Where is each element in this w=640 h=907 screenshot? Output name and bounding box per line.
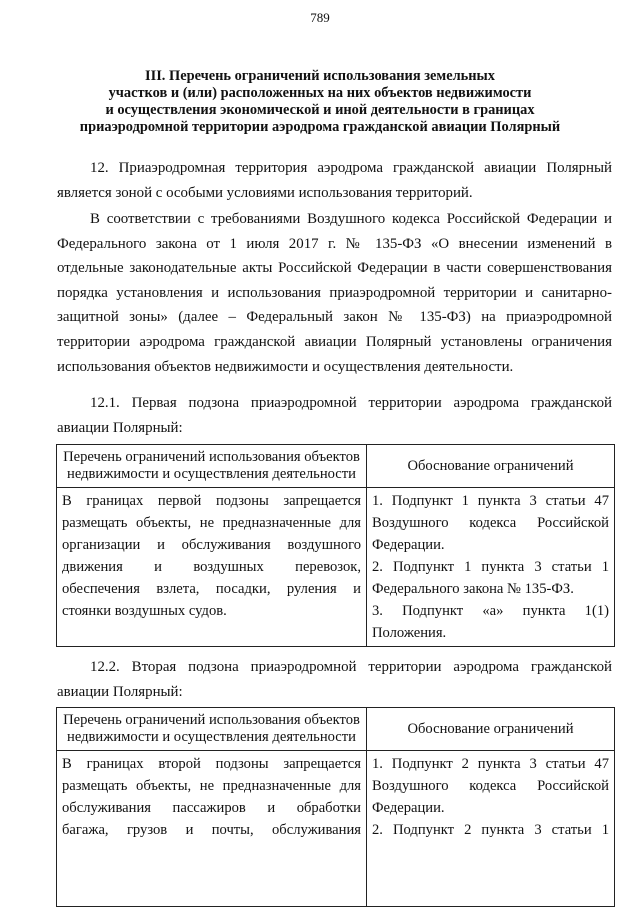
- cell-line: Федерации.: [372, 537, 445, 553]
- table-row: [57, 488, 615, 647]
- cell-line: Федерального закона № 135-ФЗ.: [372, 581, 574, 597]
- header-restrictions: [57, 708, 367, 751]
- header-justification: Обоснование ограничений: [367, 445, 615, 488]
- section-heading: [0, 68, 640, 136]
- paragraph-line: отдельные законодательные акты Российской Федерации в части совершенствования: [57, 260, 612, 277]
- cell-line: 2. Подпункт 1 пункта 3 статьи 1: [372, 559, 609, 575]
- cell-line: размещать объекты, не предназначенные для: [62, 778, 361, 794]
- paragraph-line: является зоной с особыми условиями использования территорий.: [57, 184, 473, 201]
- restriction-cell: [57, 751, 367, 907]
- header-line: Перечень ограничений использования объектов: [63, 449, 360, 465]
- heading-line: приаэродромной территории аэродрома гражданской авиации Полярный: [79, 119, 561, 135]
- paragraph-line: защитной зоны» (далее – Федеральный закон № 135-ФЗ) на приаэродромной: [57, 309, 612, 326]
- paragraph-12-2: [57, 655, 612, 704]
- paragraph-12-1: [57, 391, 612, 440]
- header-justification: Обоснование ограничений: [367, 708, 615, 751]
- cell-line: организации и обслуживания воздушного: [62, 537, 361, 553]
- paragraph-line: авиации Полярный:: [57, 419, 183, 436]
- paragraph-line: авиации Полярный:: [57, 683, 183, 700]
- paragraph-line: использования объектов недвижимости и осуществления деятельности.: [57, 358, 514, 375]
- subzone-1-table: [56, 444, 615, 647]
- heading-line: и осуществления экономической и иной деятельности в границах: [105, 102, 535, 118]
- cell-line: Воздушного кодекса Российской: [372, 778, 609, 794]
- paragraph-line: 12. Приаэродромная территория аэродрома гражданской авиации Полярный: [90, 160, 612, 176]
- cell-line: 2. Подпункт 2 пункта 3 статьи 1: [372, 822, 609, 838]
- cell-line: движения и воздушных перевозок,: [62, 559, 361, 575]
- paragraph-line: 12.2. Вторая подзона приаэродромной территории аэродрома гражданской: [90, 659, 612, 675]
- cell-line: 1. Подпункт 2 пункта 3 статьи 47: [372, 756, 609, 772]
- justification-cell: [367, 751, 615, 907]
- subzone-2-table: [56, 707, 615, 907]
- cell-line: В границах первой подзоны запрещается: [62, 493, 361, 509]
- cell-line: В границах второй подзоны запрещается: [62, 756, 361, 772]
- paragraph-legal-basis: [57, 207, 612, 379]
- cell-line: Воздушного кодекса Российской: [372, 515, 609, 531]
- restriction-cell: [57, 488, 367, 647]
- paragraph-line: 12.1. Первая подзона приаэродромной территории аэродрома гражданской: [90, 395, 612, 411]
- cell-line: Положения.: [372, 625, 447, 641]
- cell-line: 3. Подпункт «а» пункта 1(1): [372, 603, 609, 619]
- cell-line: Федерации.: [372, 800, 445, 816]
- cell-line: стоянки воздушных судов.: [62, 603, 227, 619]
- cell-line: багажа, грузов и почты, обслуживания: [62, 822, 361, 838]
- paragraph-12: [57, 156, 612, 205]
- heading-line: III. Перечень ограничений использования земельных: [145, 68, 495, 84]
- table-header-row: [57, 445, 615, 488]
- cell-line: обеспечения взлета, посадки, руления и: [62, 581, 361, 597]
- paragraph-line: территории аэродрома гражданской авиации Полярный установлены ограничения: [57, 333, 612, 350]
- page-number: 789: [310, 10, 330, 25]
- table-header-row: [57, 708, 615, 751]
- header-line: Перечень ограничений использования объектов: [63, 712, 360, 728]
- cell-line: размещать объекты, не предназначенные для: [62, 515, 361, 531]
- table-row: [57, 751, 615, 907]
- paragraph-line: В соответствии с требованиями Воздушного кодекса Российской Федерации и: [90, 211, 612, 227]
- header-line: недвижимости и осуществления деятельности: [67, 729, 356, 745]
- header-line: недвижимости и осуществления деятельности: [67, 466, 356, 482]
- heading-line: участков и (или) расположенных на них объектов недвижимости: [108, 85, 532, 101]
- header-restrictions: [57, 445, 367, 488]
- cell-line: обслуживания пассажиров и обработки: [62, 800, 361, 816]
- justification-cell: [367, 488, 615, 647]
- paragraph-line: Федерального закона от 1 июля 2017 г. № 135-ФЗ «О внесении изменений в: [57, 235, 612, 252]
- paragraph-line: порядка установления и использования приаэродромной территории и санитарно-: [57, 284, 612, 301]
- cell-line: 1. Подпункт 1 пункта 3 статьи 47: [372, 493, 609, 509]
